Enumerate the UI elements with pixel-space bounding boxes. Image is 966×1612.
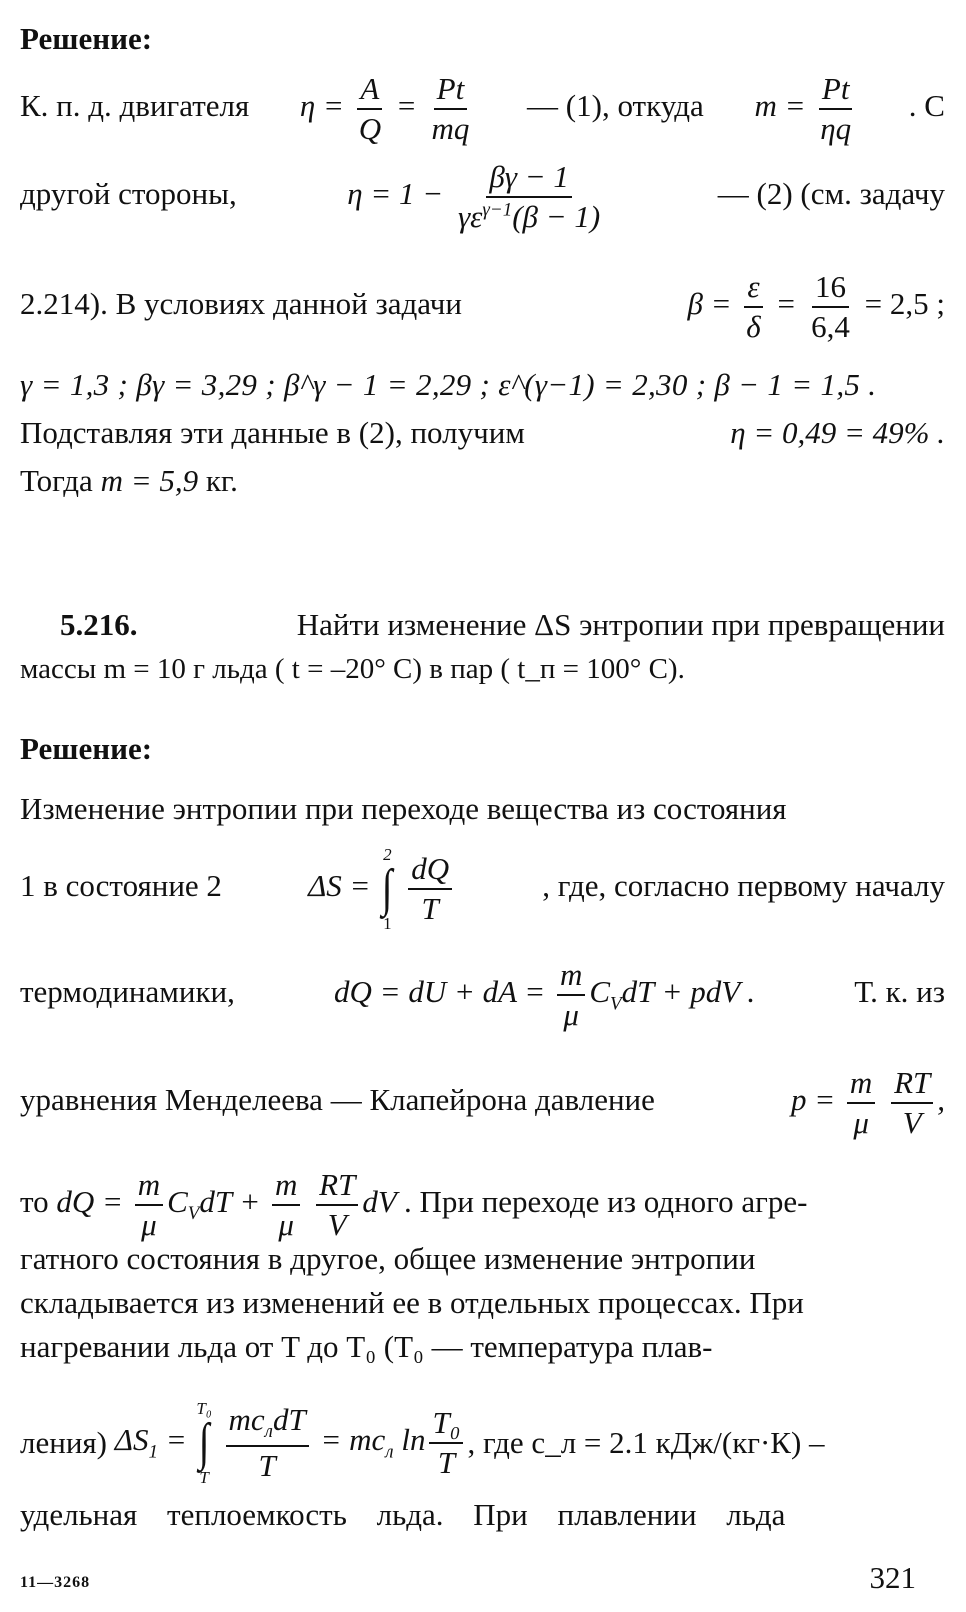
- efficiency-line: [20, 72, 945, 146]
- line-mid: — (1), откуда: [527, 88, 704, 124]
- solution-line-10: удельная теплоемкость льда. При плавлении льда: [20, 1497, 786, 1532]
- solution-line-3: термодинамики, dQ = dU + dA = $\frac{m}{\mu}$ $C_VdT$ + pdV . Т. к. из: [20, 957, 945, 1033]
- beta-formula: β = $\frac{\varepsilon}{\delta}$ = $\frac{16}{6,4}$ = 2,5 ;: [687, 269, 945, 345]
- solution-line-6: гатного состояния в другое, общее изменение энтропии: [20, 1241, 756, 1276]
- line-lead: Подставляя эти данные в (2), получим: [20, 415, 525, 450]
- solution-line-4: уравнения Менделеева — Клапейрона давление p = $\frac{m}{\mu}$ $\frac{RT}{V}$ ,: [20, 1065, 945, 1141]
- mass-formula: m = $\frac{Pt}{\eta q}$: [754, 71, 852, 147]
- parameters-line: γ = 1,3 ; βγ = 3,29 ; β^γ − 1 = 2,29 ; ε^(γ−1) = 2,30 ; β − 1 = 1,5 .: [20, 367, 877, 402]
- line-tail: — (2) (см. задачу: [717, 176, 945, 212]
- line-tail: . С: [908, 88, 945, 124]
- page-number: 321: [869, 1560, 916, 1595]
- solution-line-5: то dQ = $\frac{m}{\mu}$ $C_VdT$ + $\frac{m}{\mu}$ $\frac{RT}{V}$ dV . При переходе из одного агре-: [20, 1167, 808, 1243]
- solution-heading-2: Решение:: [20, 731, 153, 766]
- line-lead: другой стороны,: [20, 176, 237, 212]
- dq-formula: dQ = $\frac{m}{\mu}$ $C_VdT$ + $\frac{m}{\mu}$ $\frac{RT}{V}$ dV: [56, 1167, 404, 1243]
- line-lead: 2.214). В условиях данной задачи: [20, 286, 462, 322]
- solution-line-9: ления) $\Delta S_1$ = T₀ ∫ T $\frac{mc_лdT}{T}$ = $mc_л$ ln $\frac{\text{T₀}}{T}$ , где c_л = 2.1 кДж/(кг·К) –: [20, 1399, 825, 1487]
- result-line: [20, 414, 945, 452]
- efficiency-line-2: [20, 160, 945, 234]
- problem-statement: 5.216. Найти изменение ΔS энтропии при превращении: [60, 607, 945, 642]
- entropy-integral: ΔS = 2 ∫ 1 $\frac{dQ}{T}$: [308, 846, 456, 932]
- pressure-formula: p = $\frac{m}{\mu}$ $\frac{RT}{V}$ ,: [791, 1065, 945, 1141]
- problem-statement-2: массы m = 10 г льда ( t = –20° C) в пар ( t_п = 100° C).: [20, 653, 685, 685]
- first-law-formula: dQ = dU + dA = $\frac{m}{\mu}$ $C_VdT$ + pdV .: [334, 957, 756, 1033]
- beta-line: [20, 270, 945, 344]
- solution-line-1: Изменение энтропии при переходе вещества из состояния: [20, 791, 787, 826]
- eta-diesel-formula: η = 1 − $\frac{\beta\gamma - 1}{\gamma\varepsilon^{\gamma-1}(\beta - 1)}$: [347, 159, 601, 235]
- eta-value: η = 0,49 = 49% .: [730, 415, 945, 450]
- printer-signature: 11—3268: [20, 1574, 91, 1591]
- problem-number: 5.216.: [60, 607, 138, 642]
- solution-line-7: складывается из изменений ее в отдельных процессах. При: [20, 1285, 804, 1320]
- solution-line-8: нагревании льда от T до T₀ (T₀ — температура плав-: [20, 1329, 713, 1364]
- entropy-heating-formula: $\Delta S_1$ = T₀ ∫ T $\frac{mc_лdT}{T}$ = $mc_л$ ln $\frac{\text{T₀}}{T}$: [107, 1400, 467, 1486]
- line-lead: К. п. д. двигателя: [20, 88, 250, 124]
- solution-heading: Решение:: [20, 21, 153, 56]
- mass-result-line: Тогда m = 5,9 кг.: [20, 463, 238, 498]
- solution-line-2: 1 в состояние 2 ΔS = 2 ∫ 1 $\frac{dQ}{T}$ , где, согласно первому началу: [20, 845, 945, 933]
- eta-formula: η = $\frac{A}{Q}$ = $\frac{Pt}{mq}$: [299, 71, 470, 147]
